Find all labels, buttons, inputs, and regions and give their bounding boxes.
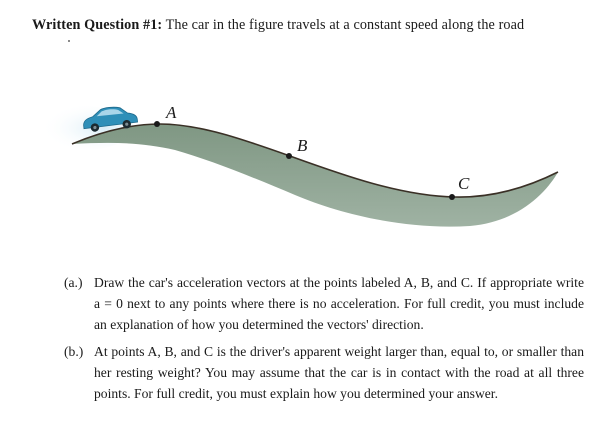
part-a-label: (a.) bbox=[64, 275, 83, 290]
road-body bbox=[72, 124, 558, 227]
point-b-dot bbox=[286, 153, 292, 159]
point-b-label: B bbox=[297, 136, 308, 155]
part-b bbox=[64, 341, 584, 404]
point-c-dot bbox=[449, 194, 455, 200]
part-b-text: At points A, B, and C is the driver's apparent weight larger than, equal to, or smaller than her resting weight? You may assume that the car is in contact with the road at all three points. For full credit, you must explain how you determined your answer. bbox=[94, 344, 584, 401]
question-text: The car in the figure travels at a constant speed along the road bbox=[165, 17, 525, 33]
part-a bbox=[64, 272, 584, 335]
road-figure bbox=[0, 90, 616, 240]
part-a-text: Draw the car's acceleration vectors at the points labeled A, B, and C. If appropriate write a = 0 next to any points where there is no acceleration. For full credit, you must include an explanation of how you determined the vectors' direction. bbox=[94, 275, 584, 332]
point-c-label: C bbox=[458, 174, 470, 193]
point-a-label: A bbox=[166, 103, 177, 122]
part-b-label: (b.) bbox=[64, 344, 84, 359]
question-heading bbox=[32, 17, 602, 34]
point-a-dot bbox=[154, 121, 160, 127]
question-label: Written Question #1: bbox=[32, 17, 163, 33]
stray-mark bbox=[68, 40, 70, 42]
question-parts bbox=[64, 272, 584, 410]
